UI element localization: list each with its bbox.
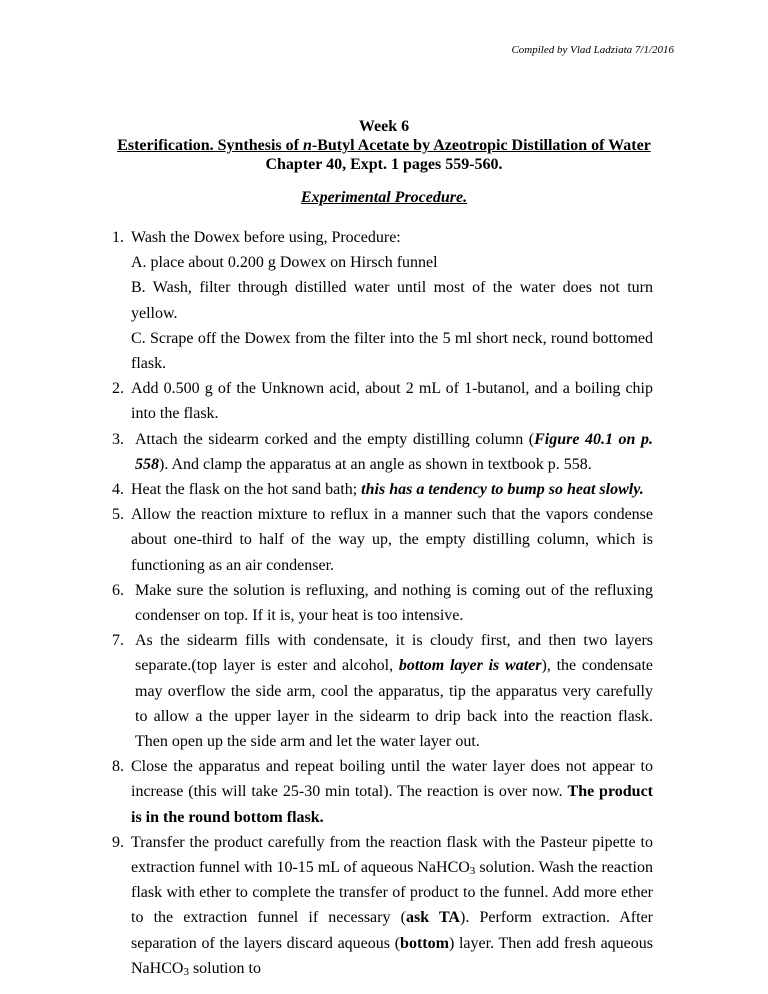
step-6: 6. Make sure the solution is refluxing, and nothing is coming out of the refluxing condenser on top. If it is, your heat is too intensive. — [112, 581, 653, 625]
step-1-substeps — [131, 250, 653, 376]
title-block — [0, 117, 768, 174]
main-title: Esterification. Synthesis of n-Butyl Acetate by Azeotropic Distillation of Water — [117, 137, 651, 154]
step-4: 4. Heat the flask on the hot sand bath; this has a tendency to bump so heat slowly. — [112, 481, 644, 499]
step-3: 3. Attach the sidearm corked and the empty distilling column (Figure 40.1 on p. 558). And clamp the apparatus at an angle as shown in textbook p. 558. — [112, 430, 653, 473]
step-1: 1. Wash the Dowex before using, Procedure: A. place about 0.200 g Dowex on Hirsch funnel B. Wash, filter through distilled water until most of the water does not turn yellow. C. Scrape off the Dowex from the filter into the 5 ml short neck, round bottomed flask. — [112, 225, 653, 376]
step-5: 5. Allow the reaction mixture to reflux in a manner such that the vapors condense about one-third to half of the way up, the empty distilling column, which is functioning as an air condenser. — [112, 506, 653, 574]
section-heading: Experimental Procedure. — [300, 189, 468, 206]
procedure-steps — [112, 225, 653, 981]
substep-b: B. Wash, filter through distilled water until most of the water does not turn yellow. — [131, 279, 653, 322]
chapter-reference: Chapter 40, Expt. 1 pages 559-560. — [265, 156, 503, 173]
page-header-credit: Compiled by Vlad Ladziata 7/1/2016 — [511, 44, 674, 56]
week-title: Week 6 — [358, 118, 410, 135]
step-2: 2. Add 0.500 g of the Unknown acid, about 2 mL of 1-butanol, and a boiling chip into the flask. — [112, 380, 653, 423]
substep-c: C. Scrape off the Dowex from the filter into the 5 ml short neck, round bottomed flask. — [131, 329, 653, 373]
step-8: 8. Close the apparatus and repeat boiling until the water layer does not appear to increase (this will take 25-30 min total). The reaction is over now. The product is in the round bottom flask. — [112, 758, 653, 826]
step-7: 7. As the sidearm fills with condensate, it is cloudy first, and then two layers separate.(top layer is ester and alcohol, bottom layer is water), the condensate may overflow the side arm, cool the apparatus, tip the apparatus very carefully to allow a the upper layer in the sidearm to drip back into the reaction flask. Then open up the side arm and let the water layer out. — [112, 632, 654, 751]
substep-a: A. place about 0.200 g Dowex on Hirsch funnel — [131, 254, 438, 272]
step-9: 9. Transfer the product carefully from the reaction flask with the Pasteur pipette to extraction funnel with 10-15 mL of aqueous NaHCO$_3$ solution. Wash the reaction flask with ether to complete the transfer of product to the funnel. Add more ether to the extraction funnel if necessary (ask TA). Perform extraction. After separation of the layers discard aqueous (bottom) layer. Then add fresh aqueous NaHCO$_3$ solution to — [112, 833, 654, 978]
